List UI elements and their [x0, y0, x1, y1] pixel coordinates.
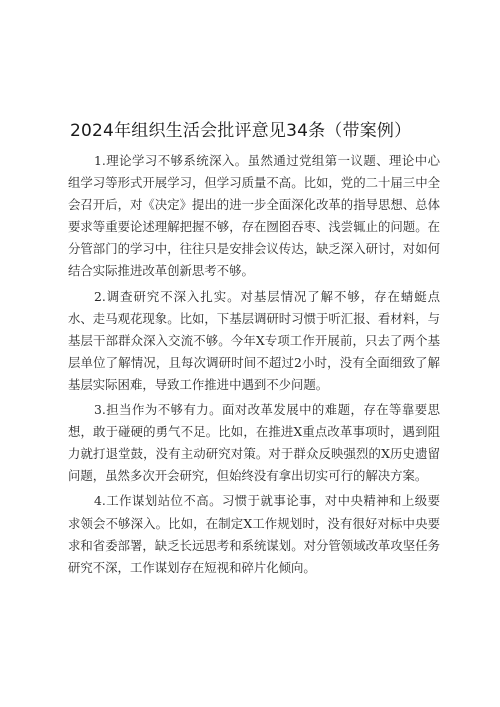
paragraph-1: 1.理论学习不够系统深入。虽然通过党组第一议题、理论中心组学习等形式开展学习，但学习质量不高。比如，党的二十届三中全会召开后，对《决定》提出的进一步全面深化改革的指导思想、总体要求等重要论述理解把握不够，存在囫囵吞枣、浅尝辄止的问题。在分管部门的学习中，往往只是安排会议传达，缺乏深入研讨，对如何结合实际推进改革创新思考不够。 [68, 153, 440, 279]
paragraph-3: 3.担当作为不够有力。面对改革发展中的难题，存在等靠要思想，敢于碰硬的勇气不足。比如，在推进X重点改革事项时，遇到阻力就打退堂鼓，没有主动研究对策。对于群众反映强烈的X历史遗留问题，虽然多次开会研究，但始终没有拿出切实可行的解决方案。 [68, 402, 440, 484]
document-title: 2024年组织生活会批评意见34条（带案例） [70, 121, 412, 141]
paragraph-2: 2.调查研究不深入扎实。对基层情况了解不够，存在蜻蜓点水、走马观花现象。比如，下基层调研时习惯于听汇报、看材料，与基层干部群众深入交流不够。今年X专项工作开展前，只去了两个基层单位了解情况，且每次调研时间不超过2小时，没有全面细致了解基层实际困难，导致工作推进中遇到不少问题。 [68, 288, 440, 392]
document-body [68, 150, 440, 582]
paragraph-4: 4.工作谋划站位不高。习惯于就事论事，对中央精神和上级要求领会不够深入。比如，在制定X工作规划时，没有很好对标中央要求和省委部署，缺乏长远思考和系统谋划。对分管领域改革攻坚任务研究不深，工作谋划存在短视和碎片化倾向。 [68, 493, 440, 575]
